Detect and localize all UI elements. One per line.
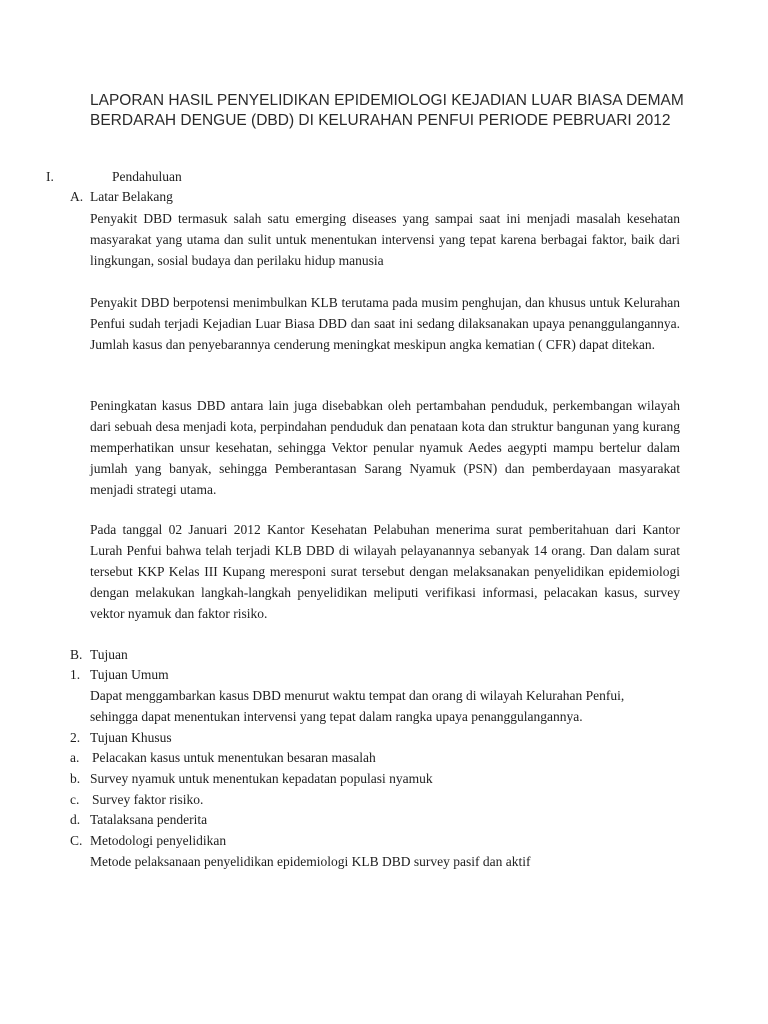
paragraph-4: Pada tanggal 02 Januari 2012 Kantor Kesehatan Pelabuhan menerima surat pemberitahuan dari Kantor Lurah Penfui bahwa telah terjadi KLB DBD di wilayah pelayanannya sebanyak 14 orang. Dan dalam surat tersebut KKP Kelas III Kupang meresponi surat tersebut dengan melaksanakan penyelidikan epidemiologi dengan melakukan langkah-langkah penyelidikan meliputi verifikasi informasi, pelacakan kasus, survey vektor nyamuk dan faktor risiko. [90, 522, 680, 621]
subsection-text: Metode pelaksanaan penyelidikan epidemiologi KLB DBD survey pasif dan aktif [90, 854, 531, 869]
subsection-heading: Metodologi penyelidikan [90, 833, 227, 848]
subsection-heading: Tujuan [90, 647, 128, 662]
list-number: 1. [70, 667, 81, 682]
list-text: Dapat menggambarkan kasus DBD menurut waktu tempat dan orang di wilayah Kelurahan Penfui, [90, 688, 625, 703]
list-item: Tatalaksana penderita [90, 812, 208, 827]
list-heading: Tujuan Umum [90, 667, 169, 682]
list-heading: Tujuan Khusus [90, 730, 172, 745]
subsection-letter: A. [70, 189, 84, 204]
list-item: Survey nyamuk untuk menentukan kepadatan populasi nyamuk [90, 771, 433, 786]
list-letter: a. [70, 750, 80, 765]
list-letter: c. [70, 792, 80, 807]
list-letter: b. [70, 771, 81, 786]
subsection-letter: C. [70, 833, 83, 848]
list-number: 2. [70, 730, 81, 745]
section-heading: Pendahuluan [112, 169, 182, 184]
list-letter: d. [70, 812, 81, 827]
list-item: Pelacakan kasus untuk menentukan besaran masalah [92, 750, 376, 765]
document-title: LAPORAN HASIL PENYELIDIKAN EPIDEMIOLOGI KEJADIAN LUAR BIASA DEMAM BERDARAH DENGUE (DBD) DI KELURAHAN PENFUI PERIODE PEBRUARI 2012 [90, 92, 684, 129]
subsection-letter: B. [70, 647, 83, 662]
paragraph-1: Penyakit DBD termasuk salah satu emerging diseases yang sampai saat ini menjadi masalah kesehatan masyarakat yang utama dan sulit untuk menentukan intervensi yang tepat karena berbagai faktor, baik dari lingkungan, sosial budaya dan perilaku hidup manusia [90, 211, 680, 268]
subsection-heading: Latar Belakang [90, 189, 173, 204]
list-item: Survey faktor risiko. [92, 792, 204, 807]
section-number: I. [46, 169, 54, 184]
paragraph-3: Peningkatan kasus DBD antara lain juga disebabkan oleh pertambahan penduduk, perkembangan wilayah dari sebuah desa menjadi kota, perpindahan penduduk dan penataan kota dan struktur bangunan yang kurang memperhatikan unsur kesehatan, sehingga Vektor penular nyamuk Aedes aegypti mampu bertelur dalam jumlah yang banyak, sehingga Pemberantasan Sarang Nyamuk (PSN) dan pemberdayaan masyarakat menjadi strategi utama. [90, 398, 680, 497]
paragraph-2: Penyakit DBD berpotensi menimbulkan KLB terutama pada musim penghujan, dan khusus untuk Kelurahan Penfui sudah terjadi Kejadian Luar Biasa DBD dan saat ini sedang dilaksanakan upaya penanggulangannya. Jumlah kasus dan penyebarannya cenderung meningkat meskipun angka kematian ( CFR) dapat ditekan. [90, 295, 680, 352]
list-text: sehingga dapat menentukan intervensi yang tepat dalam rangka upaya penanggulangannya. [90, 709, 583, 724]
